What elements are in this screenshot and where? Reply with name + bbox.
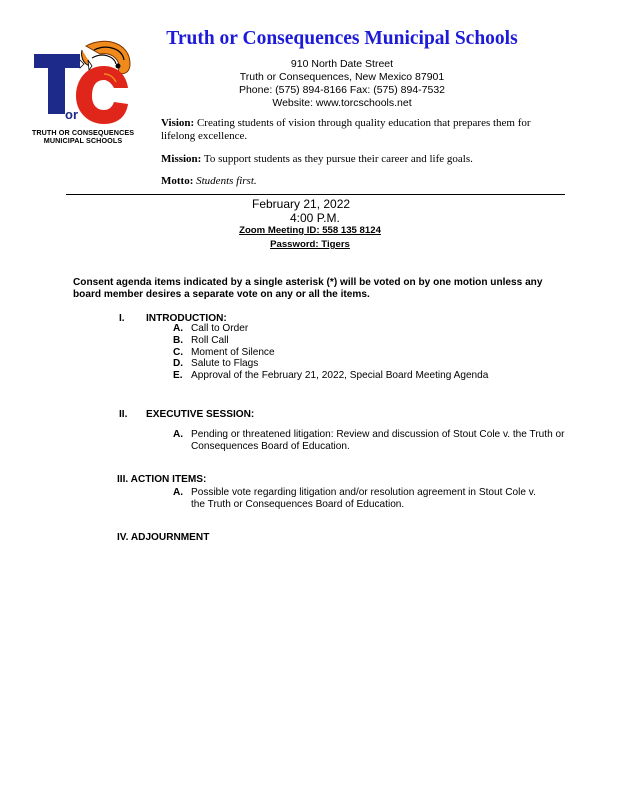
section-number: III. xyxy=(117,474,129,485)
header-divider xyxy=(66,194,565,195)
vision-text-2: lifelong excellence. xyxy=(161,130,248,142)
logo-caption-line1: TRUTH OR CONSEQUENCES xyxy=(31,128,135,137)
meeting-date: February 21, 2022 xyxy=(252,197,351,211)
item-letter: A. xyxy=(173,487,184,498)
item-roll-call: Roll Call xyxy=(191,335,229,346)
school-name: Truth or Consequences Municipal Schools xyxy=(166,28,518,49)
logo-caption-line2: MUNICIPAL SCHOOLS xyxy=(43,136,123,145)
school-logo xyxy=(34,38,134,128)
city-address: Truth or Consequences, New Mexico 87901 xyxy=(239,71,445,83)
item-line-2: Consequences Board of Education. xyxy=(191,440,350,452)
mission-text: To support students as they pursue their career and life goals. xyxy=(203,153,473,165)
section-title-text: ADJOURNMENT xyxy=(130,532,210,543)
item-salute-to-flags: Salute to Flags xyxy=(191,358,259,369)
section-number: II. xyxy=(119,409,128,420)
motto-text: Students first. xyxy=(196,175,257,187)
logo-caption xyxy=(26,129,140,145)
section-title-introduction: INTRODUCTION: xyxy=(146,313,227,324)
section-title-adjournment xyxy=(117,532,209,543)
street-address: 910 North Date Street xyxy=(290,58,394,70)
item-possible-vote xyxy=(191,487,571,510)
item-letter: A. xyxy=(173,323,184,334)
meeting-time: 4:00 P.M. xyxy=(290,211,340,225)
item-line-1: Possible vote regarding litigation and/or resolution agreement in Stout Cole v. xyxy=(191,487,536,498)
logo-or-text: or xyxy=(65,107,78,122)
item-line-2: the Truth or Consequences Board of Education. xyxy=(191,498,405,510)
item-approval-agenda: Approval of the February 21, 2022, Special Board Meeting Agenda xyxy=(191,370,489,381)
section-title-action-items xyxy=(117,474,206,485)
item-pending-litigation xyxy=(191,429,571,452)
item-letter: A. xyxy=(173,429,184,440)
section-title-text: ACTION ITEMS: xyxy=(130,474,207,485)
item-moment-of-silence: Moment of Silence xyxy=(191,347,275,358)
phone-fax: Phone: (575) 894-8166 Fax: (575) 894-7532 xyxy=(238,84,446,96)
mission-statement xyxy=(161,153,561,166)
website: Website: www.torcschools.net xyxy=(272,97,412,109)
mission-label: Mission: xyxy=(161,153,202,165)
consent-line-2: board member desires a separate vote on any or all the items. xyxy=(73,289,370,300)
vision-text-1: Creating students of vision through quality education that prepares them for xyxy=(196,117,531,129)
item-letter: B. xyxy=(173,335,184,346)
zoom-meeting-id: Zoom Meeting ID: 558 135 8124 xyxy=(239,225,381,236)
item-letter: C. xyxy=(173,347,184,358)
vision-label: Vision: xyxy=(161,117,195,129)
item-letter: D. xyxy=(173,358,184,369)
consent-line-1: Consent agenda items indicated by a single asterisk (*) will be voted on by one motion unless any xyxy=(73,277,543,288)
motto-label: Motto: xyxy=(161,175,194,187)
section-title-executive-session: EXECUTIVE SESSION: xyxy=(146,409,255,420)
zoom-password: Password: Tigers xyxy=(270,239,350,250)
item-line-1: Pending or threatened litigation: Review and discussion of Stout Cole v. the Truth or xyxy=(191,429,565,440)
item-letter: E. xyxy=(173,370,183,381)
vision-statement xyxy=(161,117,561,143)
motto-statement xyxy=(161,175,561,188)
section-number: I. xyxy=(119,313,125,324)
consent-note xyxy=(73,277,553,301)
section-number: IV. xyxy=(117,532,129,543)
item-call-to-order: Call to Order xyxy=(191,323,249,334)
